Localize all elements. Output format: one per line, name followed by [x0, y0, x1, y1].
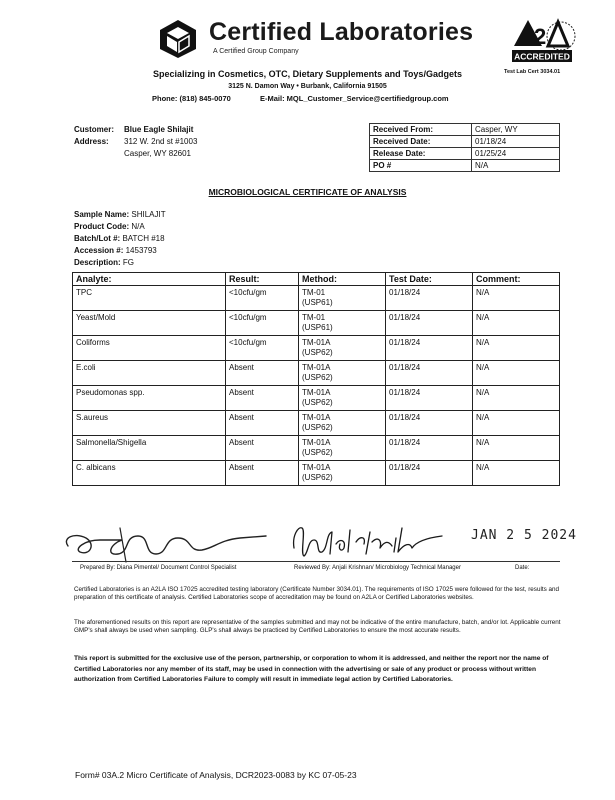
comment-cell: N/A — [473, 411, 560, 436]
test-date-cell: 01/18/24 — [386, 286, 473, 311]
method-cell — [299, 286, 386, 311]
method-ref: (USP62) — [302, 423, 333, 432]
analyte-cell: S.aureus — [73, 411, 226, 436]
test-date-cell: 01/18/24 — [386, 311, 473, 336]
method-cell — [299, 411, 386, 436]
po-label: PO # — [370, 160, 472, 172]
product-code-line — [74, 222, 145, 231]
received-info-table — [369, 123, 560, 172]
accession-label: Accession #: — [74, 246, 124, 255]
customer-name: Blue Eagle Shilajit — [124, 125, 194, 134]
comment-cell: N/A — [473, 336, 560, 361]
sample-name-label: Sample Name: — [74, 210, 130, 219]
header-result: Result: — [226, 273, 299, 286]
address-label: Address: — [74, 137, 109, 146]
preparer-signature — [60, 522, 270, 564]
accession-value: 1453793 — [125, 246, 157, 255]
description-line — [74, 258, 134, 267]
analyte-cell: E.coli — [73, 361, 226, 386]
certified-labs-logo-icon — [158, 19, 198, 59]
received-from-label: Received From: — [370, 124, 472, 136]
batch-line — [74, 234, 165, 243]
svg-text:2: 2 — [534, 24, 547, 49]
form-footer: Form# 03A.2 Micro Certificate of Analysis, DCR2023-0083 by KC 07-05-23 — [75, 770, 357, 780]
analyte-cell: Pseudomonas spp. — [73, 386, 226, 411]
header-method: Method: — [299, 273, 386, 286]
test-date-cell: 01/18/24 — [386, 361, 473, 386]
accession-line — [74, 246, 157, 255]
method-code: TM-01A — [302, 438, 331, 447]
analyte-cell: C. albicans — [73, 461, 226, 486]
method-cell — [299, 461, 386, 486]
accreditation-paragraph: Certified Laboratories is an A2LA ISO 17025 accredited testing laboratory (Certificate Number 3034.01). The requirements of ISO 17025 were followed for the test, results and preparation of this certificate of analysis. Certified Laboratories scope of accreditation may be found on A2LA or Certified Laboratories websites. — [74, 586, 560, 602]
result-cell: <10cfu/gm — [226, 311, 299, 336]
comment-cell: N/A — [473, 311, 560, 336]
analyte-cell: TPC — [73, 286, 226, 311]
brand-name: Certified Laboratories — [209, 18, 474, 46]
a2la-accredited-logo-icon — [508, 16, 576, 68]
method-code: TM-01A — [302, 413, 331, 422]
analyte-cell: Salmonella/Shigella — [73, 436, 226, 461]
brand-subtitle: A Certified Group Company — [213, 48, 299, 55]
description-label: Description: — [74, 258, 121, 267]
received-row — [370, 148, 560, 160]
product-code-value: N/A — [131, 222, 145, 231]
test-date-cell: 01/18/24 — [386, 386, 473, 411]
test-date-cell: 01/18/24 — [386, 461, 473, 486]
header-test-date: Test Date: — [386, 273, 473, 286]
result-cell: Absent — [226, 386, 299, 411]
method-cell — [299, 386, 386, 411]
exclusive-use-paragraph: This report is submitted for the exclusive use of the person, partnership, or corporation to whom it is addressed, and neither the report nor the name of Certified Laboratories nor any member of its staff, may be used in connection with the advertising or sale of any product or process without written authorization from Certified Laboratories Failure to comply will result in immediate legal action by Certified Laboratories. — [74, 655, 549, 683]
method-ref: (USP61) — [302, 298, 333, 307]
method-ref: (USP62) — [302, 398, 333, 407]
tagline: Specializing in Cosmetics, OTC, Dietary Supplements and Toys/Gadgets — [153, 69, 462, 79]
table-row — [73, 311, 560, 336]
table-row — [73, 436, 560, 461]
table-row — [73, 286, 560, 311]
received-date-label: Received Date: — [370, 136, 472, 148]
customer-address-line2: Casper, WY 82601 — [124, 149, 192, 158]
table-row — [73, 386, 560, 411]
table-row — [73, 411, 560, 436]
product-code-label: Product Code: — [74, 222, 130, 231]
batch-label: Batch/Lot #: — [74, 234, 121, 243]
date-label: Date: — [515, 565, 530, 571]
received-from-value: Casper, WY — [472, 124, 560, 136]
test-date-cell: 01/18/24 — [386, 436, 473, 461]
lab-email: E-Mail: MQL_Customer_Service@certifiedgroup.com — [260, 94, 449, 103]
reviewed-by: Reviewed By: Anjali Krishnan/ Microbiology Technical Manager — [294, 565, 461, 571]
lab-address: 3125 N. Damon Way • Burbank, California 91505 — [228, 83, 387, 90]
release-date-label: Release Date: — [370, 148, 472, 160]
result-cell: Absent — [226, 436, 299, 461]
cert-number: Test Lab Cert 3034.01 — [504, 69, 561, 75]
method-ref: (USP62) — [302, 448, 333, 457]
method-code: TM-01A — [302, 338, 331, 347]
method-code: TM-01A — [302, 463, 331, 472]
header-comment: Comment: — [473, 273, 560, 286]
prepared-by: Prepared By: Diana Pimentel/ Document Control Specialist — [80, 565, 237, 571]
release-date-value: 01/25/24 — [472, 148, 560, 160]
po-value: N/A — [472, 160, 560, 172]
result-cell: Absent — [226, 361, 299, 386]
table-row — [73, 336, 560, 361]
batch-value: BATCH #18 — [122, 234, 165, 243]
result-cell: Absent — [226, 411, 299, 436]
comment-cell: N/A — [473, 436, 560, 461]
accredited-label: ACCREDITED — [514, 51, 570, 62]
method-ref: (USP62) — [302, 473, 333, 482]
reviewer-signature — [286, 518, 446, 562]
table-row — [73, 361, 560, 386]
method-cell — [299, 361, 386, 386]
description-value: FG — [122, 258, 135, 267]
document-title: MICROBIOLOGICAL CERTIFICATE OF ANALYSIS — [208, 187, 407, 197]
method-code: TM-01 — [302, 313, 326, 322]
method-cell — [299, 436, 386, 461]
received-date-stamp: JAN 2 5 2024 — [471, 528, 577, 543]
result-cell: <10cfu/gm — [226, 336, 299, 361]
comment-cell: N/A — [473, 286, 560, 311]
result-cell: <10cfu/gm — [226, 286, 299, 311]
method-cell — [299, 336, 386, 361]
test-date-cell: 01/18/24 — [386, 411, 473, 436]
method-ref: (USP62) — [302, 348, 333, 357]
received-row — [370, 124, 560, 136]
results-table — [72, 272, 560, 486]
analyte-cell: Yeast/Mold — [73, 311, 226, 336]
sample-name-value: SHILAJIT — [131, 210, 166, 219]
test-date-cell: 01/18/24 — [386, 336, 473, 361]
header-analyte: Analyte: — [73, 273, 226, 286]
method-code: TM-01 — [302, 288, 326, 297]
received-row — [370, 136, 560, 148]
result-cell: Absent — [226, 461, 299, 486]
results-header-row — [73, 273, 560, 286]
customer-address-line1: 312 W. 2nd st #1003 — [124, 137, 198, 146]
customer-label: Customer: — [74, 125, 115, 134]
received-date-value: 01/18/24 — [472, 136, 560, 148]
signature-rule — [72, 561, 560, 562]
method-ref: (USP62) — [302, 373, 333, 382]
comment-cell: N/A — [473, 386, 560, 411]
method-code: TM-01A — [302, 388, 331, 397]
method-code: TM-01A — [302, 363, 331, 372]
sample-name-line — [74, 210, 166, 219]
comment-cell: N/A — [473, 461, 560, 486]
representation-paragraph: The aforementioned results on this report are representative of the samples submitted and may not be indicative of the entire manufacture, batch, and/or lot. Applicable current GMP's shall always be used when sampling. GLP's shall always be practiced by Certified Laboratories to ensure the most accurate results. — [74, 619, 561, 635]
method-cell — [299, 311, 386, 336]
lab-phone: Phone: (818) 845-0070 — [152, 94, 231, 103]
received-row — [370, 160, 560, 172]
comment-cell: N/A — [473, 361, 560, 386]
table-row — [73, 461, 560, 486]
method-ref: (USP61) — [302, 323, 333, 332]
analyte-cell: Coliforms — [73, 336, 226, 361]
